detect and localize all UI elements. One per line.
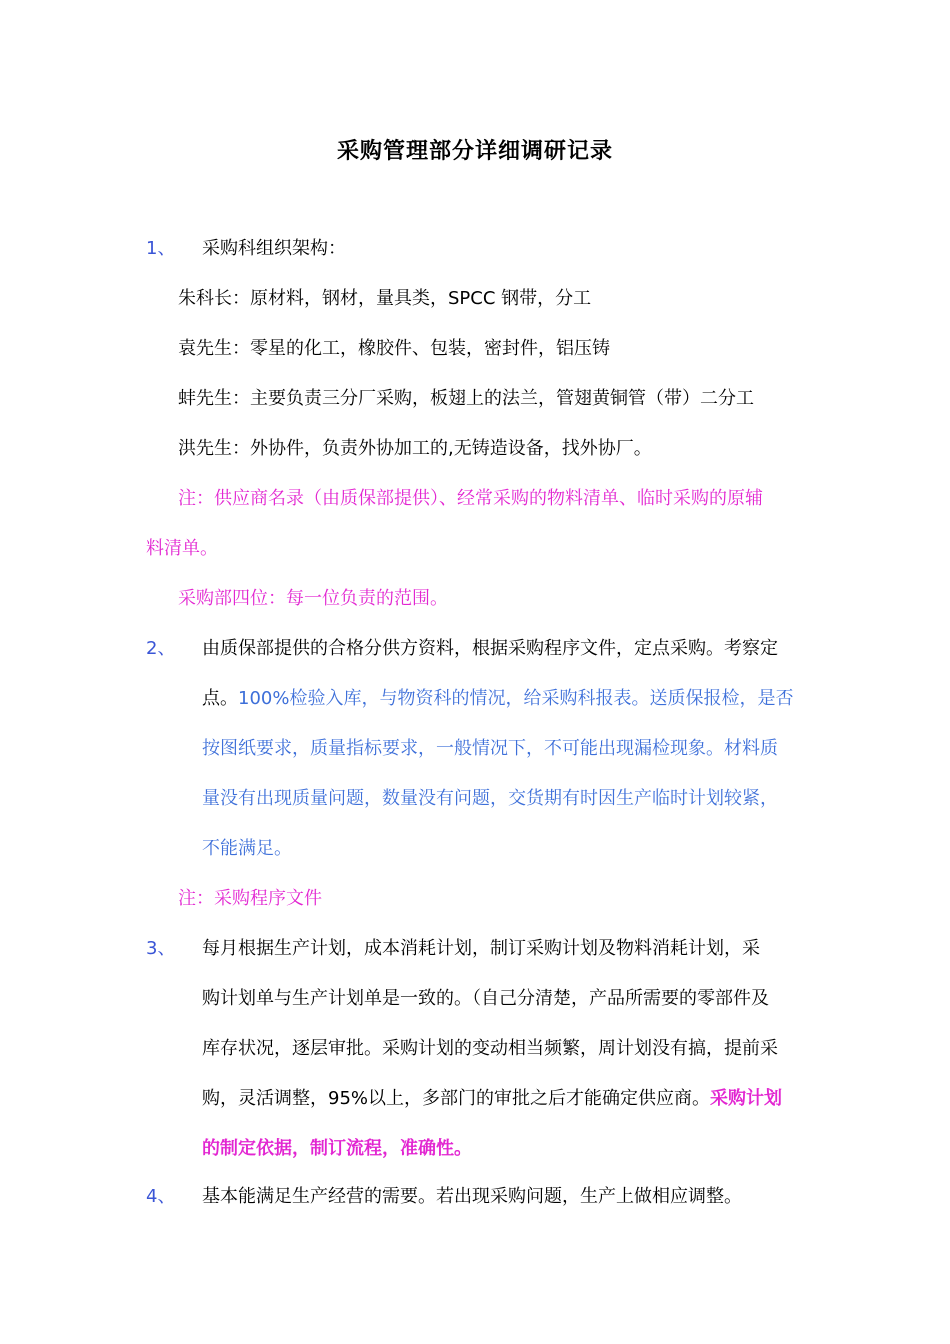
section-3-line-4-highlight: 采购计划: [710, 1088, 783, 1109]
staff-zhu: 朱科长：原材料，钢材，量具类，SPCC 钢带，分工: [178, 288, 592, 309]
section-2-line-5: 不能满足。: [202, 838, 292, 859]
section-3-line-2: 购计划单与生产计划单是一致的。（自己分清楚，产品所需要的零部件及: [202, 988, 769, 1009]
section-3-line-1: 每月根据生产计划，成本消耗计划，制订采购计划及物料消耗计划，采: [202, 938, 760, 959]
page-title: 采购管理部分详细调研记录: [336, 139, 613, 164]
section-4-line-1: 基本能满足生产经营的需要。若出现采购问题，生产上做相应调整。: [202, 1186, 742, 1207]
section-3-number: 3、: [146, 938, 176, 959]
section-1-number: 1、: [146, 238, 176, 259]
section-2-line-2-start: 点。: [202, 688, 238, 709]
staff-bang: 蚌先生：主要负责三分厂采购，板翅上的法兰，管翅黄铜管（带）二分工: [178, 388, 754, 409]
staff-yuan: 袁先生：零星的化工，橡胶件、包装，密封件，铝压铸: [178, 338, 610, 359]
section-2-line-3: 按图纸要求，质量指标要求，一般情况下，不可能出现漏检现象。材料质: [202, 738, 778, 759]
section-3-line-4-start: 购，灵活调整，95%以上，多部门的审批之后才能确定供应商。: [202, 1088, 711, 1109]
section-4-number: 4、: [146, 1186, 176, 1207]
section-3-line-4: [202, 1074, 782, 1124]
note-suppliers: 注：供应商名录（由质保部提供）、经常采购的物料清单、临时采购的原辅: [178, 488, 763, 509]
section-3-line-3: 库存状况，逐层审批。采购计划的变动相当频繁，周计划没有搞，提前采: [202, 1038, 778, 1059]
section-2-line-2-blue: 100%检验入库，与物资科的情况，给采购科报表。送质保报检，是否: [238, 688, 794, 709]
section-2-line-2: [202, 674, 793, 724]
staff-hong: 洪先生：外协件，负责外协加工的,无铸造设备，找外协厂。: [178, 438, 652, 459]
section-3-line-5: 的制定依据，制订流程，准确性。: [202, 1138, 472, 1159]
section-2-line-1: 由质保部提供的合格分供方资料，根据采购程序文件，定点采购。考察定: [202, 638, 778, 659]
section-2-number: 2、: [146, 638, 176, 659]
note-four-staff: 采购部四位：每一位负责的范围。: [178, 588, 448, 609]
section-1-heading: 采购科组织架构：: [202, 238, 346, 259]
note-procedure: 注：采购程序文件: [178, 888, 322, 909]
note-suppliers-cont: 料清单。: [146, 538, 218, 559]
section-2-line-4: 量没有出现质量问题，数量没有问题，交货期有时因生产临时计划较紧，: [202, 788, 778, 809]
